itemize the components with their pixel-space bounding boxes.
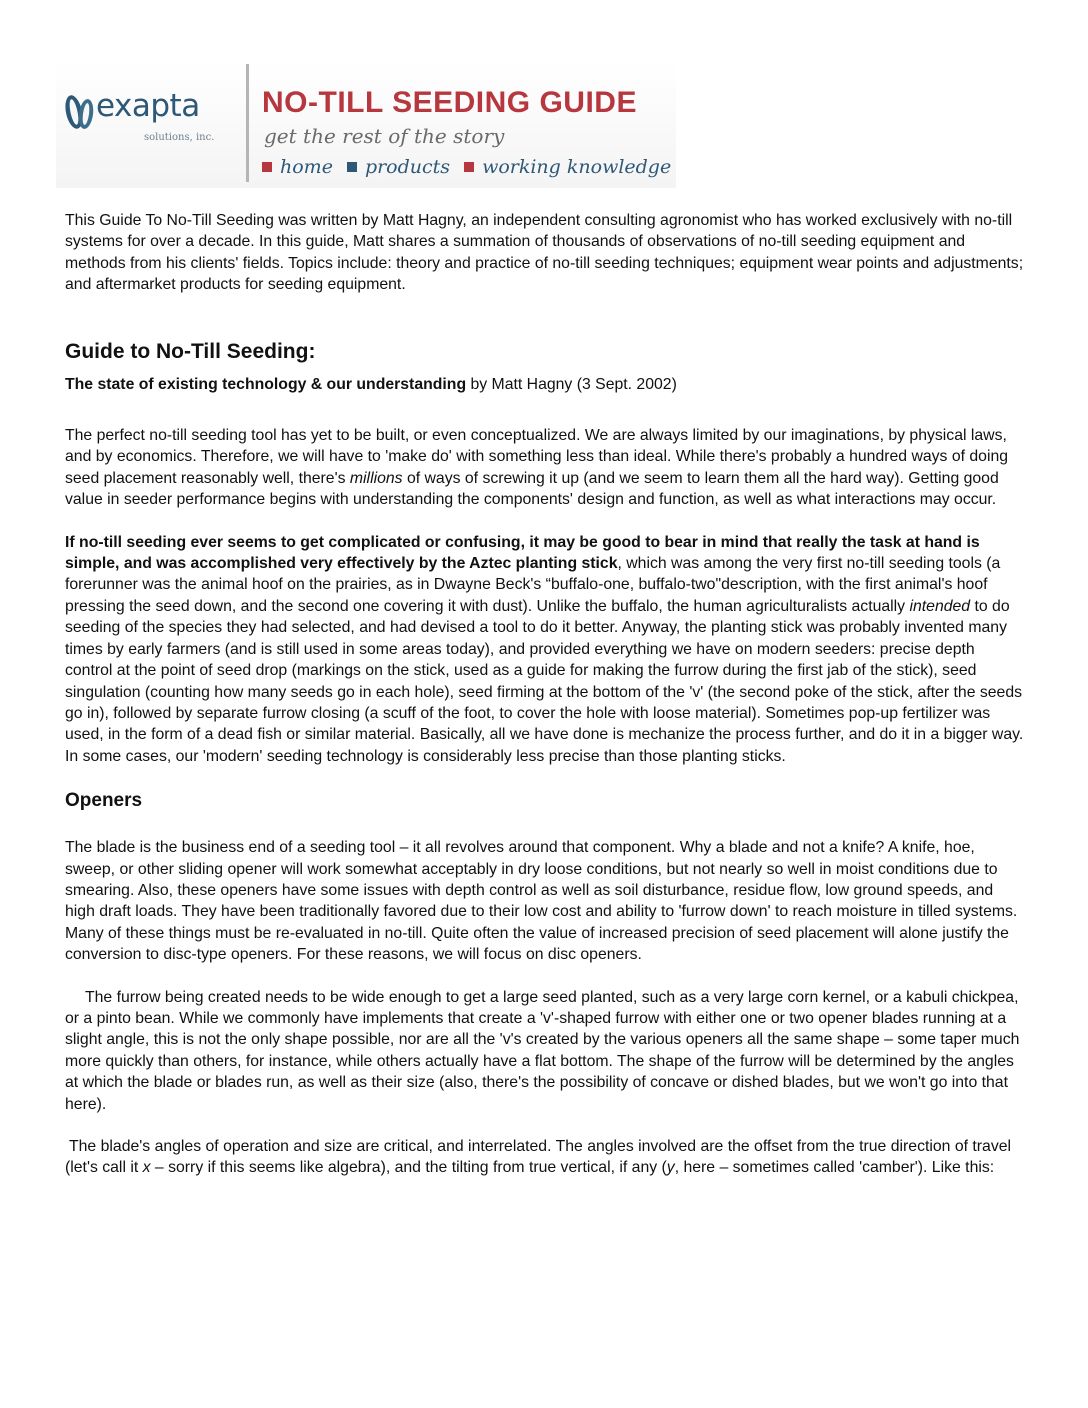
logo-text: exapta — [96, 88, 200, 124]
paragraph-2-text-a: , which was among the very first no-till seeding tools (a forerunner was the animal hoof on the prairies, as in Dwayne Beck's “buffalo-one, buffalo-two"description, with the first animal's hoof pressing the seed down, and the second one covering it with dust). Unlike the buffalo, the human agriculturalists actually — [65, 555, 1001, 615]
paragraph-3: The blade is the business end of a seeding tool – it all revolves around that component. Why a blade and not a knife? A knife, hoe, sweep, or other sliding opener will work somewhat acceptably in dry loose conditions, but not nearly so well in moist conditions due to smearing. Also, these openers have some issues with depth control as well as soil disturbance, residue flow, low ground speeds, and high draft loads. They have been traditionally favored due to their low cost and ability to 'furrow down' to reach moisture in tilled systems. Many of these things must be re-evaluated in no-till. Quite often the value of increased precision of seed placement will alone justify the conversion to disc-type openers. For these reasons, we will focus on disc openers. — [65, 839, 1018, 964]
banner-tagline: get the rest of the story — [264, 124, 505, 148]
paragraph-5-text-b: – sorry if this seems like algebra), and the tilting from true vertical, if any ( — [150, 1159, 667, 1177]
blue-square-icon — [347, 162, 357, 172]
paragraph-1 — [65, 425, 1025, 511]
document-body — [65, 210, 1025, 1200]
banner-nav — [262, 156, 685, 178]
header-banner — [56, 60, 676, 188]
intro-paragraph: This Guide To No-Till Seeding was written by Matt Hagny, an independent consulting agronomist who has worked exclusively with no-till systems for over a decade. In this guide, Matt shares a summation of thousands of observations of no-till seeding equipment and methods from his clients' fields. Topics include: theory and practice of no-till seeding techniques; equipment wear points and adjustments; and aftermarket products for seeding equipment. — [65, 212, 1024, 294]
section-heading-openers: Openers — [65, 790, 143, 812]
red-square-icon — [262, 162, 272, 172]
paragraph-1-emphasis: millions — [349, 469, 403, 487]
paragraph-5-var-y: y — [666, 1159, 675, 1177]
banner-divider — [246, 64, 249, 182]
paragraph-5-var-x: x — [142, 1159, 151, 1177]
byline-subtitle: The state of existing technology & our understanding — [65, 375, 467, 393]
article-title: Guide to No-Till Seeding: — [65, 339, 316, 363]
paragraph-1-text-a: The perfect no-till seeding tool has yet to be built, or even conceptualized. We are always limited by our imaginations, by physical laws, and by economics. Therefore, we will have to 'make do' with something less than ideal. While there's probably a hundred ways of doing seed placement reasonably well, there's — [65, 427, 1009, 487]
byline-author-date: by Matt Hagny (3 Sept. 2002) — [466, 375, 677, 393]
nav-products-link[interactable] — [347, 156, 450, 178]
logo-subtext: solutions, inc. — [144, 132, 215, 143]
nav-home-link[interactable] — [262, 156, 333, 178]
paragraph-5 — [65, 1136, 1025, 1179]
nav-working-knowledge-link[interactable] — [464, 156, 671, 178]
red-square-icon — [464, 162, 474, 172]
nav-home-label: home — [280, 156, 333, 178]
banner-title: NO-TILL SEEDING GUIDE — [262, 86, 637, 119]
paragraph-2-text-b: to do seeding of the species they had selected, and had devised a tool to do it better. Anyway, the planting stick was probably invented many times by early farmers (and is still used in some areas today), and provided everything we have on modern seeders: precise depth control at the point of seed drop (markings on the stick, used as a guide for making the furrow during the first jab of the stick), seed singulation (counting how many seeds go in each hole), seed firming at the bottom of the 'v' (the second poke of the stick, after the seeds go in), followed by separate furrow closing (a scuff of the foot, to cover the hole with loose material). Sometimes pop-up fertilizer was used, in the form of a dead fish or similar material. Basically, all we have done is mechanize the process further, and do it in a bigger way. In some cases, our 'modern' seeding technology is considerably less precise than those planting sticks. — [65, 597, 1024, 765]
paragraph-4: The furrow being created needs to be wide enough to get a large seed planted, such as a very large corn kernel, or a kabuli chickpea, or a pinto bean. While we commonly have implements that create a 'v'-shaped furrow with either one or two opener blades running at a slight angle, this is not the only shape possible, nor are all the 'v's created by the various openers all the same shape – some taper much more quickly than others, for instance, while others actually have a flat bottom. The shape of the furrow will be determined by the angles at which the blade or blades run, as well as their size (also, there's the possibility of concave or dished blades, but we won't go into that here). — [65, 988, 1020, 1113]
nav-working-knowledge-label: working knowledge — [482, 156, 672, 178]
paragraph-5-text-c: , here – sometimes called 'camber'). Like this: — [674, 1159, 995, 1177]
paragraph-2-bold-lead: If no-till seeding ever seems to get complicated or confusing, it may be good to bear in mind that really the task at hand is simple, and was accomplished very effectively by the Aztec planting stick — [65, 533, 980, 573]
paragraph-5-text-a: The blade's angles of operation and size are critical, and interrelated. The angles involved are the offset from the true direction of travel (let's call it — [65, 1138, 1012, 1177]
paragraph-2-emphasis: intended — [909, 597, 971, 615]
paragraph-2 — [65, 532, 1025, 767]
paragraph-1-text-b: of ways of screwing it up (and we seem to learn them all the hard way). Getting good value in seeder performance begins with understanding the components' design and function, as well as what interactions may occur. — [65, 469, 999, 509]
exapta-logo[interactable] — [62, 84, 242, 154]
nav-products-label: products — [364, 156, 451, 178]
article-byline — [65, 374, 1025, 395]
